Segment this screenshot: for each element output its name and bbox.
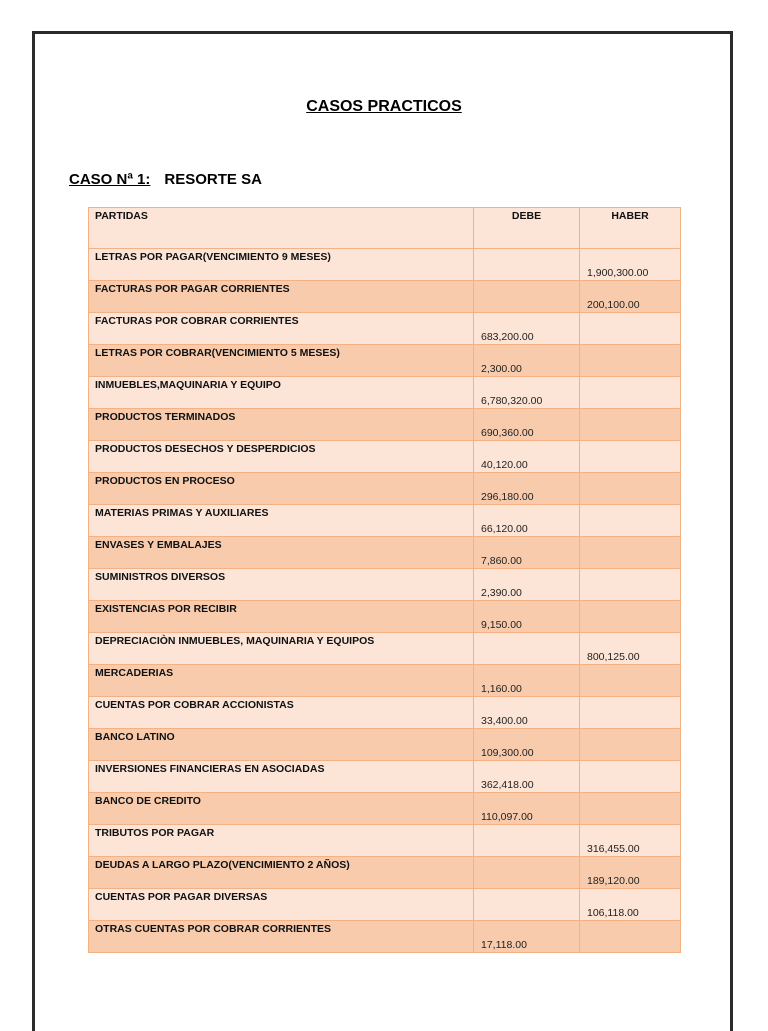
case-heading [69,171,262,188]
haber-cell [580,569,681,601]
partida-cell: INVERSIONES FINANCIERAS EN ASOCIADAS [89,761,474,793]
partida-cell: CUENTAS POR PAGAR DIVERSAS [89,889,474,921]
column-header-debe: DEBE [474,208,580,249]
table-row [89,409,681,441]
partida-cell: EXISTENCIAS POR RECIBIR [89,601,474,633]
partida-cell: TRIBUTOS POR PAGAR [89,825,474,857]
table-row [89,313,681,345]
haber-amount: 800,125.00 [587,651,640,663]
table-row [89,889,681,921]
debe-cell [474,665,580,697]
haber-cell [580,761,681,793]
haber-cell [580,473,681,505]
table-row [89,569,681,601]
debe-cell [474,761,580,793]
table-header-row [89,208,681,249]
case-label: CASO Nª 1: [69,171,151,188]
haber-cell [580,889,681,921]
table-row [89,761,681,793]
table-row [89,441,681,473]
partida-cell: PRODUCTOS EN PROCESO [89,473,474,505]
partida-cell: ENVASES Y EMBALAJES [89,537,474,569]
haber-cell [580,377,681,409]
debe-cell [474,921,580,953]
debe-amount: 362,418.00 [481,779,534,791]
table-row [89,281,681,313]
partida-cell: OTRAS CUENTAS POR COBRAR CORRIENTES [89,921,474,953]
debe-cell [474,505,580,537]
haber-cell [580,281,681,313]
partida-cell: CUENTAS POR COBRAR ACCIONISTAS [89,697,474,729]
debe-amount: 6,780,320.00 [481,395,543,407]
debe-amount: 690,360.00 [481,427,534,439]
partida-cell: LETRAS POR COBRAR(VENCIMIENTO 5 MESES) [89,345,474,377]
haber-cell [580,601,681,633]
haber-cell [580,249,681,281]
partida-cell: MERCADERIAS [89,665,474,697]
table-row [89,665,681,697]
haber-cell [580,825,681,857]
debe-amount: 33,400.00 [481,715,528,727]
haber-cell [580,633,681,665]
debe-cell [474,281,580,313]
partida-cell: FACTURAS POR PAGAR CORRIENTES [89,281,474,313]
debe-cell [474,793,580,825]
debe-amount: 2,300.00 [481,363,522,375]
debe-cell [474,697,580,729]
debe-cell [474,441,580,473]
debe-amount: 109,300.00 [481,747,534,759]
debe-cell [474,889,580,921]
debe-cell [474,249,580,281]
partida-cell: PRODUCTOS DESECHOS Y DESPERDICIOS [89,441,474,473]
debe-amount: 1,160.00 [481,683,522,695]
partida-cell: DEPRECIACIÒN INMUEBLES, MAQUINARIA Y EQUIPOS [89,633,474,665]
haber-amount: 106,118.00 [587,907,639,919]
debe-cell [474,633,580,665]
case-name: RESORTE SA [164,171,262,188]
partida-cell: MATERIAS PRIMAS Y AUXILIARES [89,505,474,537]
haber-cell [580,345,681,377]
debe-cell [474,729,580,761]
table-row [89,825,681,857]
haber-cell [580,313,681,345]
debe-cell [474,313,580,345]
table-row [89,345,681,377]
haber-cell [580,729,681,761]
table-row [89,473,681,505]
haber-cell [580,921,681,953]
haber-amount: 189,120.00 [587,875,640,887]
debe-cell [474,473,580,505]
table-row [89,697,681,729]
debe-cell [474,345,580,377]
haber-amount: 1,900,300.00 [587,267,649,279]
debe-amount: 110,097.00 [481,811,533,823]
partida-cell: LETRAS POR PAGAR(VENCIMIENTO 9 MESES) [89,249,474,281]
partida-cell: BANCO LATINO [89,729,474,761]
table-row [89,537,681,569]
debe-cell [474,825,580,857]
debe-cell [474,377,580,409]
table-row [89,729,681,761]
partida-cell: SUMINISTROS DIVERSOS [89,569,474,601]
debe-amount: 9,150.00 [481,619,522,631]
debe-amount: 40,120.00 [481,459,528,471]
debe-amount: 683,200.00 [481,331,534,343]
haber-cell [580,409,681,441]
ledger-table [88,207,681,953]
debe-amount: 7,860.00 [481,555,522,567]
haber-cell [580,505,681,537]
table-row [89,921,681,953]
partida-cell: DEUDAS A LARGO PLAZO(VENCIMIENTO 2 AÑOS) [89,857,474,889]
haber-cell [580,537,681,569]
debe-amount: 2,390.00 [481,587,522,599]
table-row [89,857,681,889]
table-row [89,249,681,281]
partida-cell: FACTURAS POR COBRAR CORRIENTES [89,313,474,345]
debe-cell [474,569,580,601]
table-row [89,505,681,537]
partida-cell: BANCO DE CREDITO [89,793,474,825]
debe-cell [474,601,580,633]
debe-amount: 296,180.00 [481,491,534,503]
haber-cell [580,857,681,889]
haber-cell [580,665,681,697]
table-row [89,793,681,825]
page-title: CASOS PRACTICOS [306,98,462,115]
debe-cell [474,409,580,441]
haber-amount: 200,100.00 [587,299,640,311]
debe-amount: 17,118.00 [481,939,527,951]
table-row [89,633,681,665]
haber-amount: 316,455.00 [587,843,640,855]
debe-cell [474,537,580,569]
column-header-partidas: PARTIDAS [89,208,474,249]
debe-amount: 66,120.00 [481,523,528,535]
column-header-haber: HABER [580,208,681,249]
haber-cell [580,441,681,473]
debe-cell [474,857,580,889]
table-row [89,377,681,409]
partida-cell: INMUEBLES,MAQUINARIA Y EQUIPO [89,377,474,409]
haber-cell [580,697,681,729]
table-row [89,601,681,633]
haber-cell [580,793,681,825]
partida-cell: PRODUCTOS TERMINADOS [89,409,474,441]
